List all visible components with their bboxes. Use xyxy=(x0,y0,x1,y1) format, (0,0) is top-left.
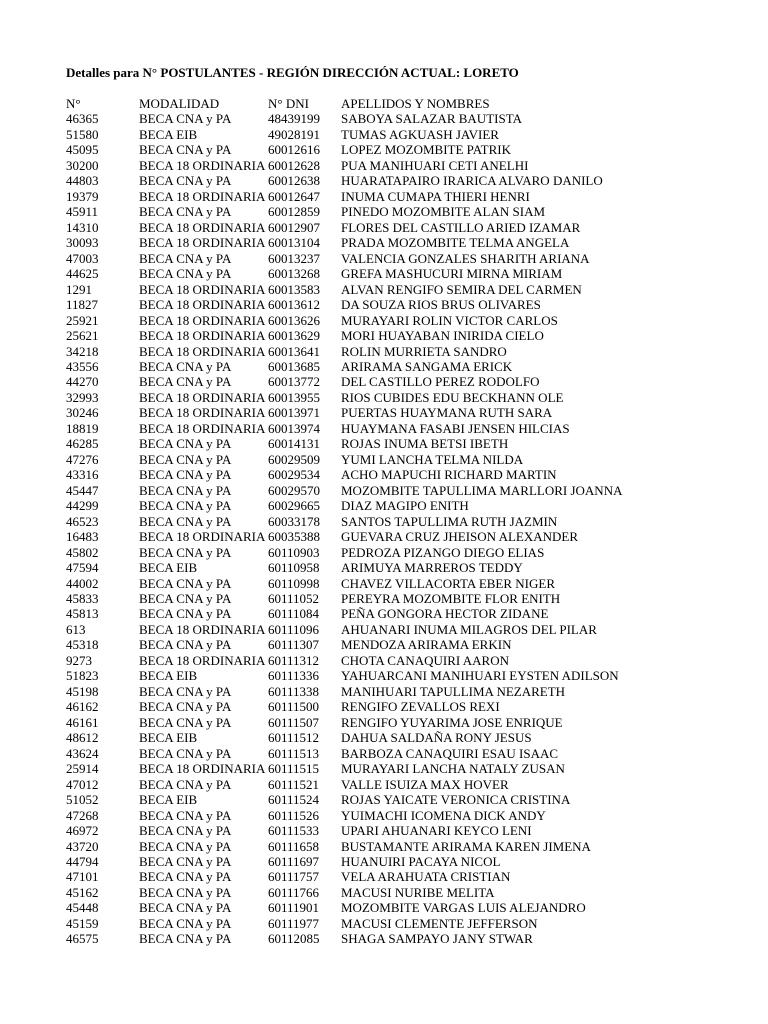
cell-names: PUERTAS HUAYMANA RUTH SARA xyxy=(341,405,553,421)
cell-modality: BECA CNA y PA xyxy=(139,900,232,916)
cell-modality: BECA CNA y PA xyxy=(139,714,232,730)
cell-number: 47268 xyxy=(66,807,99,823)
cell-names: HUARATAPAIRO IRARICA ALVARO DANILO xyxy=(341,173,603,189)
cell-dni: 60111507 xyxy=(268,714,320,730)
cell-dni: 60111533 xyxy=(268,823,320,839)
cell-dni: 60013685 xyxy=(268,358,320,374)
cell-number: 47101 xyxy=(66,869,99,885)
cell-dni: 60012647 xyxy=(268,188,320,204)
cell-dni: 60111336 xyxy=(268,668,320,684)
cell-number: 45911 xyxy=(66,204,99,220)
cell-modality: BECA CNA y PA xyxy=(139,358,232,374)
cell-modality: BECA 18 ORDINARIA xyxy=(139,529,266,545)
cell-dni: 60013583 xyxy=(268,281,320,297)
cell-dni: 60013626 xyxy=(268,312,320,328)
cell-modality: BECA 18 ORDINARIA xyxy=(139,281,266,297)
cell-number: 46285 xyxy=(66,436,99,452)
cell-modality: BECA CNA y PA xyxy=(139,575,232,591)
cell-names: PEREYRA MOZOMBITE FLOR ENITH xyxy=(341,591,561,606)
cell-number: 48612 xyxy=(66,730,99,746)
cell-number: 30246 xyxy=(66,405,99,421)
cell-number: 44625 xyxy=(66,266,99,282)
cell-dni: 60013104 xyxy=(268,235,320,251)
cell-dni: 60111052 xyxy=(268,591,320,606)
cell-modality: BECA CNA y PA xyxy=(139,807,232,823)
cell-number: 47276 xyxy=(66,451,99,467)
cell-modality: BECA CNA y PA xyxy=(139,853,232,869)
cell-modality: BECA 18 ORDINARIA xyxy=(139,343,266,359)
cell-names: VELA ARAHUATA CRISTIAN xyxy=(341,869,511,885)
cell-dni: 60111500 xyxy=(268,699,320,715)
cell-number: 43624 xyxy=(66,745,99,761)
cell-names: SABOYA SALAZAR BAUTISTA xyxy=(341,111,522,127)
cell-names: MURAYARI LANCHA NATALY ZUSAN xyxy=(341,761,565,777)
cell-dni: 60111096 xyxy=(268,621,320,637)
cell-names: MENDOZA ARIRAMA ERKIN xyxy=(341,637,512,653)
cell-dni: 60111524 xyxy=(268,792,320,808)
cell-names: ACHO MAPUCHI RICHARD MARTIN xyxy=(341,467,557,483)
cell-modality: BECA CNA y PA xyxy=(139,745,232,761)
cell-number: 43316 xyxy=(66,467,99,483)
cell-number: 45162 xyxy=(66,884,99,900)
cell-modality: BECA CNA y PA xyxy=(139,884,232,900)
cell-number: 51580 xyxy=(66,126,99,142)
cell-names: VALLE ISUIZA MAX HOVER xyxy=(341,776,509,792)
cell-dni: 60012628 xyxy=(268,157,320,173)
cell-number: 45833 xyxy=(66,591,99,606)
cell-number: 19379 xyxy=(66,188,99,204)
cell-modality: BECA 18 ORDINARIA xyxy=(139,652,266,668)
cell-names: GUEVARA CRUZ JHEISON ALEXANDER xyxy=(341,529,579,545)
cell-dni: 60111307 xyxy=(268,637,320,653)
cell-number: 44270 xyxy=(66,374,99,390)
cell-names: ARIRAMA SANGAMA ERICK xyxy=(341,358,513,374)
cell-dni: 60029509 xyxy=(268,451,320,467)
cell-names: PUA MANIHUARI CETI ANELHI xyxy=(341,157,529,173)
cell-dni: 60111512 xyxy=(268,730,320,746)
cell-dni: 48439199 xyxy=(268,111,320,127)
cell-modality: BECA 18 ORDINARIA xyxy=(139,219,266,235)
cell-names: CHAVEZ VILLACORTA EBER NIGER xyxy=(341,575,556,591)
cell-names: ALVAN RENGIFO SEMIRA DEL CARMEN xyxy=(341,281,582,297)
cell-modality: BECA EIB xyxy=(139,126,198,142)
cell-names: DAHUA SALDAÑA RONY JESUS xyxy=(341,730,532,746)
cell-number: 30093 xyxy=(66,235,99,251)
cell-names: DA SOUZA RIOS BRUS OLIVARES xyxy=(341,297,541,313)
column-header-modality: MODALIDAD xyxy=(139,96,220,111)
cell-names: GREFA MASHUCURI MIRNA MIRIAM xyxy=(341,266,563,282)
cell-names: CHOTA CANAQUIRI AARON xyxy=(341,652,509,668)
cell-names: PEÑA GONGORA HECTOR ZIDANE xyxy=(341,606,549,622)
cell-dni: 60111977 xyxy=(268,915,320,931)
cell-dni: 60013974 xyxy=(268,420,320,436)
cell-names: ARIMUYA MARREROS TEDDY xyxy=(341,560,523,576)
cell-number: 18819 xyxy=(66,420,99,436)
cell-dni: 60013268 xyxy=(268,266,320,282)
cell-number: 34218 xyxy=(66,343,99,359)
cell-modality: BECA CNA y PA xyxy=(139,869,232,885)
cell-dni: 60013629 xyxy=(268,328,320,344)
cell-modality: BECA EIB xyxy=(139,730,198,746)
cell-modality: BECA CNA y PA xyxy=(139,467,232,483)
cell-dni: 60110998 xyxy=(268,575,320,591)
cell-names: BARBOZA CANAQUIRI ESAU ISAAC xyxy=(341,745,559,761)
cell-names: DIAZ MAGIPO ENITH xyxy=(341,498,469,514)
cell-names: AHUANARI INUMA MILAGROS DEL PILAR xyxy=(341,621,597,637)
cell-dni: 60112085 xyxy=(268,931,320,947)
cell-dni: 60111312 xyxy=(268,652,320,668)
cell-dni: 60111901 xyxy=(268,900,320,916)
cell-names: PRADA MOZOMBITE TELMA ANGELA xyxy=(341,235,570,251)
cell-number: 45159 xyxy=(66,915,99,931)
cell-modality: BECA 18 ORDINARIA xyxy=(139,389,266,405)
cell-dni: 60013237 xyxy=(268,250,320,266)
cell-modality: BECA CNA y PA xyxy=(139,451,232,467)
cell-dni: 60012616 xyxy=(268,142,320,158)
cell-modality: BECA CNA y PA xyxy=(139,637,232,653)
cell-modality: BECA 18 ORDINARIA xyxy=(139,761,266,777)
cell-dni: 60111084 xyxy=(268,606,320,622)
cell-modality: BECA 18 ORDINARIA xyxy=(139,297,266,313)
cell-modality: BECA EIB xyxy=(139,792,198,808)
cell-names: INUMA CUMAPA THIERI HENRI xyxy=(341,188,530,204)
cell-modality: BECA CNA y PA xyxy=(139,931,232,947)
cell-dni: 60111658 xyxy=(268,838,320,854)
cell-number: 45318 xyxy=(66,637,99,653)
cell-modality: BECA CNA y PA xyxy=(139,915,232,931)
cell-names: MOZOMBITE TAPULLIMA MARLLORI JOANNA xyxy=(341,482,623,498)
cell-modality: BECA 18 ORDINARIA xyxy=(139,312,266,328)
cell-number: 47594 xyxy=(66,560,99,576)
cell-dni: 60012638 xyxy=(268,173,320,189)
cell-dni: 60111338 xyxy=(268,683,320,699)
cell-number: 46161 xyxy=(66,714,99,730)
cell-modality: BECA 18 ORDINARIA xyxy=(139,235,266,251)
cell-modality: BECA CNA y PA xyxy=(139,142,232,158)
cell-names: LOPEZ MOZOMBITE PATRIK xyxy=(341,142,511,158)
cell-number: 46575 xyxy=(66,931,99,947)
cell-number: 45802 xyxy=(66,544,99,560)
cell-dni: 60029665 xyxy=(268,498,320,514)
cell-names: BUSTAMANTE ARIRAMA KAREN JIMENA xyxy=(341,838,591,854)
cell-names: TUMAS AGKUASH JAVIER xyxy=(341,126,499,142)
cell-names: ROJAS INUMA BETSI IBETH xyxy=(341,436,509,452)
cell-names: YAHUARCANI MANIHUARI EYSTEN ADILSON xyxy=(341,668,619,684)
cell-modality: BECA EIB xyxy=(139,560,198,576)
column-header-names: APELLIDOS Y NOMBRES xyxy=(341,96,490,111)
cell-names: VALENCIA GONZALES SHARITH ARIANA xyxy=(341,250,590,266)
cell-number: 11827 xyxy=(66,297,99,313)
cell-dni: 60013612 xyxy=(268,297,320,313)
cell-modality: BECA CNA y PA xyxy=(139,776,232,792)
cell-dni: 60013641 xyxy=(268,343,320,359)
cell-names: YUMI LANCHA TELMA NILDA xyxy=(341,451,524,467)
cell-dni: 60029534 xyxy=(268,467,320,483)
cell-modality: BECA 18 ORDINARIA xyxy=(139,157,266,173)
cell-modality: BECA EIB xyxy=(139,668,198,684)
cell-dni: 60012859 xyxy=(268,204,320,220)
cell-names: HUANUIRI PACAYA NICOL xyxy=(341,853,501,869)
cell-number: 25921 xyxy=(66,312,99,328)
cell-number: 25621 xyxy=(66,328,99,344)
cell-number: 51052 xyxy=(66,792,99,808)
cell-modality: BECA CNA y PA xyxy=(139,374,232,390)
cell-number: 46365 xyxy=(66,111,99,127)
cell-number: 1291 xyxy=(66,281,92,297)
cell-modality: BECA CNA y PA xyxy=(139,250,232,266)
cell-names: DEL CASTILLO PEREZ RODOLFO xyxy=(341,374,540,390)
cell-number: 45813 xyxy=(66,606,99,622)
cell-modality: BECA CNA y PA xyxy=(139,513,232,529)
cell-modality: BECA 18 ORDINARIA xyxy=(139,405,266,421)
cell-dni: 60035388 xyxy=(268,529,320,545)
cell-number: 47012 xyxy=(66,776,99,792)
cell-dni: 60033178 xyxy=(268,513,320,529)
cell-dni: 60111513 xyxy=(268,745,320,761)
cell-dni: 60110903 xyxy=(268,544,320,560)
cell-names: HUAYMANA FASABI JENSEN HILCIAS xyxy=(341,420,570,436)
cell-number: 44002 xyxy=(66,575,99,591)
cell-dni: 60012907 xyxy=(268,219,320,235)
cell-modality: BECA CNA y PA xyxy=(139,111,232,127)
cell-names: MOZOMBITE VARGAS LUIS ALEJANDRO xyxy=(341,900,586,916)
cell-number: 43556 xyxy=(66,358,99,374)
cell-modality: BECA CNA y PA xyxy=(139,823,232,839)
cell-names: ROJAS YAICATE VERONICA CRISTINA xyxy=(341,792,571,808)
cell-modality: BECA 18 ORDINARIA xyxy=(139,328,266,344)
cell-names: MACUSI NURIBE MELITA xyxy=(341,884,495,900)
cell-modality: BECA 18 ORDINARIA xyxy=(139,621,266,637)
cell-dni: 60013971 xyxy=(268,405,320,421)
cell-dni: 60014131 xyxy=(268,436,320,452)
cell-number: 46523 xyxy=(66,513,99,529)
cell-number: 46162 xyxy=(66,699,99,715)
cell-names: RIOS CUBIDES EDU BECKHANN OLE xyxy=(341,389,564,405)
cell-dni: 60111697 xyxy=(268,853,320,869)
cell-names: MANIHUARI TAPULLIMA NEZARETH xyxy=(341,683,566,699)
cell-modality: BECA CNA y PA xyxy=(139,204,232,220)
cell-modality: BECA CNA y PA xyxy=(139,498,232,514)
cell-number: 30200 xyxy=(66,157,99,173)
cell-modality: BECA CNA y PA xyxy=(139,838,232,854)
cell-modality: BECA CNA y PA xyxy=(139,699,232,715)
cell-dni: 60029570 xyxy=(268,482,320,498)
cell-number: 613 xyxy=(66,621,86,637)
cell-dni: 60111757 xyxy=(268,869,320,885)
cell-number: 45448 xyxy=(66,900,99,916)
cell-number: 46972 xyxy=(66,823,99,839)
document-title: Detalles para N° POSTULANTES - REGIÓN DIRECCIÓN ACTUAL: LORETO xyxy=(66,65,519,80)
cell-number: 45095 xyxy=(66,142,99,158)
cell-modality: BECA 18 ORDINARIA xyxy=(139,188,266,204)
cell-number: 32993 xyxy=(66,389,99,405)
cell-modality: BECA CNA y PA xyxy=(139,266,232,282)
cell-names: UPARI AHUANARI KEYCO LENI xyxy=(341,823,532,839)
column-header-dni: N° DNI xyxy=(268,96,309,111)
cell-names: MURAYARI ROLIN VICTOR CARLOS xyxy=(341,312,558,328)
cell-number: 44794 xyxy=(66,853,99,869)
cell-modality: BECA CNA y PA xyxy=(139,436,232,452)
cell-dni: 60013955 xyxy=(268,389,320,405)
cell-modality: BECA CNA y PA xyxy=(139,591,232,606)
cell-dni: 60013772 xyxy=(268,374,320,390)
cell-modality: BECA CNA y PA xyxy=(139,606,232,622)
cell-number: 16483 xyxy=(66,529,99,545)
cell-dni: 60111515 xyxy=(268,761,320,777)
cell-number: 51823 xyxy=(66,668,99,684)
cell-names: PINEDO MOZOMBITE ALAN SIAM xyxy=(341,204,546,220)
cell-names: SANTOS TAPULLIMA RUTH JAZMIN xyxy=(341,513,558,529)
cell-number: 44299 xyxy=(66,498,99,514)
cell-number: 44803 xyxy=(66,173,99,189)
cell-names: ROLIN MURRIETA SANDRO xyxy=(341,343,507,359)
cell-number: 25914 xyxy=(66,761,99,777)
cell-names: MORI HUAYABAN INIRIDA CIELO xyxy=(341,328,544,344)
cell-dni: 60111526 xyxy=(268,807,320,823)
cell-number: 43720 xyxy=(66,838,99,854)
cell-dni: 60110958 xyxy=(268,560,320,576)
cell-names: MACUSI CLEMENTE JEFFERSON xyxy=(341,915,538,931)
column-header-number: N° xyxy=(66,96,81,111)
cell-dni: 60111521 xyxy=(268,776,320,792)
cell-modality: BECA CNA y PA xyxy=(139,482,232,498)
cell-number: 14310 xyxy=(66,219,99,235)
cell-modality: BECA CNA y PA xyxy=(139,683,232,699)
cell-number: 45447 xyxy=(66,482,99,498)
cell-modality: BECA 18 ORDINARIA xyxy=(139,420,266,436)
cell-modality: BECA CNA y PA xyxy=(139,544,232,560)
cell-number: 45198 xyxy=(66,683,99,699)
cell-names: FLORES DEL CASTILLO ARIED IZAMAR xyxy=(341,219,581,235)
cell-names: YUIMACHI ICOMENA DICK ANDY xyxy=(341,807,546,823)
cell-modality: BECA CNA y PA xyxy=(139,173,232,189)
cell-number: 9273 xyxy=(66,652,92,668)
cell-names: PEDROZA PIZANGO DIEGO ELIAS xyxy=(341,544,545,560)
cell-dni: 60111766 xyxy=(268,884,320,900)
cell-number: 47003 xyxy=(66,250,99,266)
cell-names: RENGIFO ZEVALLOS REXI xyxy=(341,699,500,715)
cell-names: SHAGA SAMPAYO JANY STWAR xyxy=(341,931,533,947)
cell-dni: 49028191 xyxy=(268,126,320,142)
cell-names: RENGIFO YUYARIMA JOSE ENRIQUE xyxy=(341,714,563,730)
